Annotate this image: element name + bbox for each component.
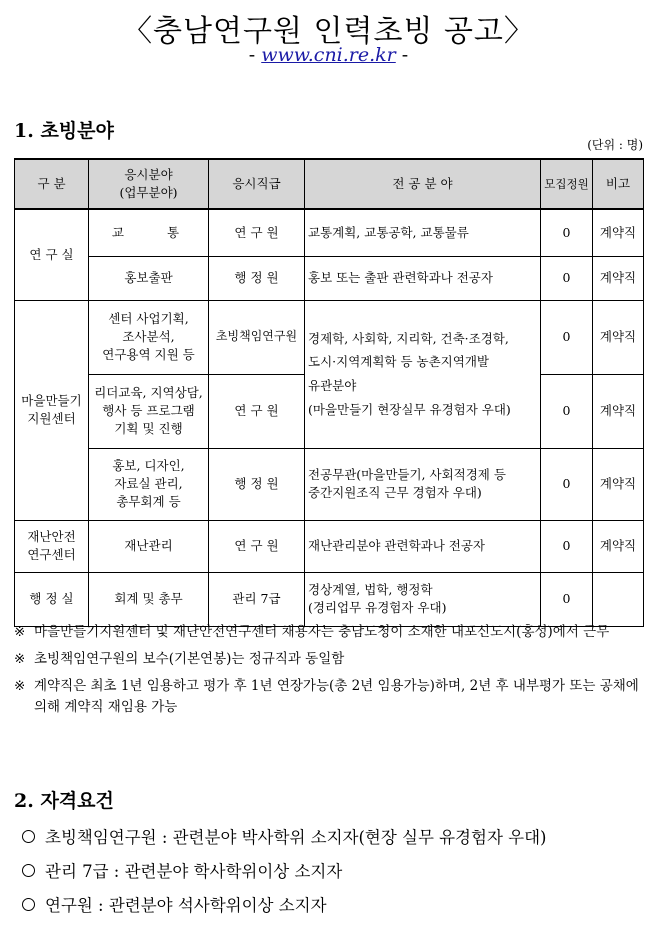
note-cell: 계약직 <box>593 256 644 300</box>
requirement-item <box>22 824 546 848</box>
count-cell: 0 <box>541 572 593 626</box>
bullet-circle-icon <box>22 830 35 843</box>
rank-cell: 관리 7급 <box>209 572 305 626</box>
requirement-text: 연구원 : 관련분야 석사학위이상 소지자 <box>45 896 327 915</box>
group-cell: 연 구 실 <box>15 209 89 300</box>
note-text: 계약직은 최초 1년 임용하고 평가 후 1년 연장가능(총 2년 임용가능)하며, 2년 후 내부평가 또는 공채에 의해 계약직 재임용 가능 <box>34 677 639 715</box>
recruitment-table <box>14 158 644 627</box>
rank-cell: 행 정 원 <box>209 256 305 300</box>
header-division: 구 분 <box>15 159 89 209</box>
table-row <box>15 300 644 374</box>
unit-label: (단위 : 명) <box>587 138 643 152</box>
count-cell: 0 <box>541 256 593 300</box>
note-mark: ※ <box>14 650 26 667</box>
header-major: 전 공 분 야 <box>305 159 541 209</box>
group-cell: 재난안전 연구센터 <box>15 520 89 572</box>
table-row <box>15 209 644 256</box>
major-cell: 전공무관(마을만들기, 사회적경제 등 중간지원조직 근무 경험자 우대) <box>305 448 541 520</box>
major-cell: 경상계열, 법학, 행정학 (경리업무 유경험자 우대) <box>305 572 541 626</box>
field-cell: 홍보, 디자인, 자료실 관리, 총무회계 등 <box>89 448 209 520</box>
note-item <box>14 649 644 670</box>
section-heading-recruitment-fields: 1. 초빙분야 <box>14 120 114 142</box>
note-text: 초빙책임연구원의 보수(기본연봉)는 정규직과 동일함 <box>34 650 345 667</box>
website-url-line <box>0 44 657 66</box>
rank-cell: 초빙책임연구원 <box>209 300 305 374</box>
rank-cell: 연 구 원 <box>209 520 305 572</box>
requirement-item <box>22 858 342 882</box>
field-cell: 센터 사업기획, 조사분석, 연구용역 지원 등 <box>89 300 209 374</box>
notes-list <box>14 622 644 724</box>
note-cell: 계약직 <box>593 520 644 572</box>
page-title: 〈충남연구원 인력초빙 공고〉 <box>122 14 535 49</box>
bullet-circle-icon <box>22 898 35 911</box>
count-cell: 0 <box>541 374 593 448</box>
header-count: 모집정원 <box>541 159 593 209</box>
website-link[interactable]: www.cni.re.kr <box>261 44 396 66</box>
count-cell: 0 <box>541 209 593 256</box>
header-rank: 응시직급 <box>209 159 305 209</box>
note-item <box>14 622 644 643</box>
table-row <box>15 520 644 572</box>
header-field: 응시분야 (업무분야) <box>89 159 209 209</box>
field-cell: 회계 및 총무 <box>89 572 209 626</box>
url-suffix: - <box>395 44 409 66</box>
major-cell: 홍보 또는 출판 관련학과나 전공자 <box>305 256 541 300</box>
section-heading-qualifications: 2. 자격요건 <box>14 790 114 812</box>
requirement-item <box>22 892 327 916</box>
url-prefix: - <box>248 44 262 66</box>
requirement-text: 관리 7급 : 관련분야 학사학위이상 소지자 <box>45 862 343 881</box>
rank-cell: 연 구 원 <box>209 209 305 256</box>
field-cell: 홍보출판 <box>89 256 209 300</box>
note-cell: 계약직 <box>593 448 644 520</box>
note-mark: ※ <box>14 624 26 640</box>
note-cell: 계약직 <box>593 209 644 256</box>
table-row <box>15 448 644 520</box>
rank-cell: 행 정 원 <box>209 448 305 520</box>
note-text: 마을만들기지원센터 및 재난안전연구센터 채용자는 충남도청이 소재한 내포신도시(홍성)에서 근무 <box>34 624 610 640</box>
table-header-row <box>15 159 644 209</box>
note-item <box>14 676 644 718</box>
note-cell: 계약직 <box>593 374 644 448</box>
group-cell: 행 정 실 <box>15 572 89 626</box>
major-cell: 교통계획, 교통공학, 교통물류 <box>305 209 541 256</box>
field-cell: 재난관리 <box>89 520 209 572</box>
major-cell: 경제학, 사회학, 지리학, 건축·조경학, 도시·지역계획학 등 농촌지역개발 유관분야 (마을만들기 현장실무 유경험자 우대) <box>305 300 541 448</box>
note-cell: 계약직 <box>593 300 644 374</box>
rank-cell: 연 구 원 <box>209 374 305 448</box>
count-cell: 0 <box>541 300 593 374</box>
count-cell: 0 <box>541 448 593 520</box>
field-cell: 리더교육, 지역상담, 행사 등 프로그램 기획 및 진행 <box>89 374 209 448</box>
count-cell: 0 <box>541 520 593 572</box>
note-mark: ※ <box>14 677 26 694</box>
requirement-text: 초빙책임연구원 : 관련분야 박사학위 소지자(현장 실무 유경험자 우대) <box>45 828 547 847</box>
bullet-circle-icon <box>22 864 35 877</box>
field-cell: 교 통 <box>89 209 209 256</box>
table-row <box>15 572 644 626</box>
note-cell <box>593 572 644 626</box>
table-row <box>15 256 644 300</box>
header-note: 비고 <box>593 159 644 209</box>
group-cell: 마을만들기 지원센터 <box>15 300 89 520</box>
major-cell: 재난관리분야 관련학과나 전공자 <box>305 520 541 572</box>
